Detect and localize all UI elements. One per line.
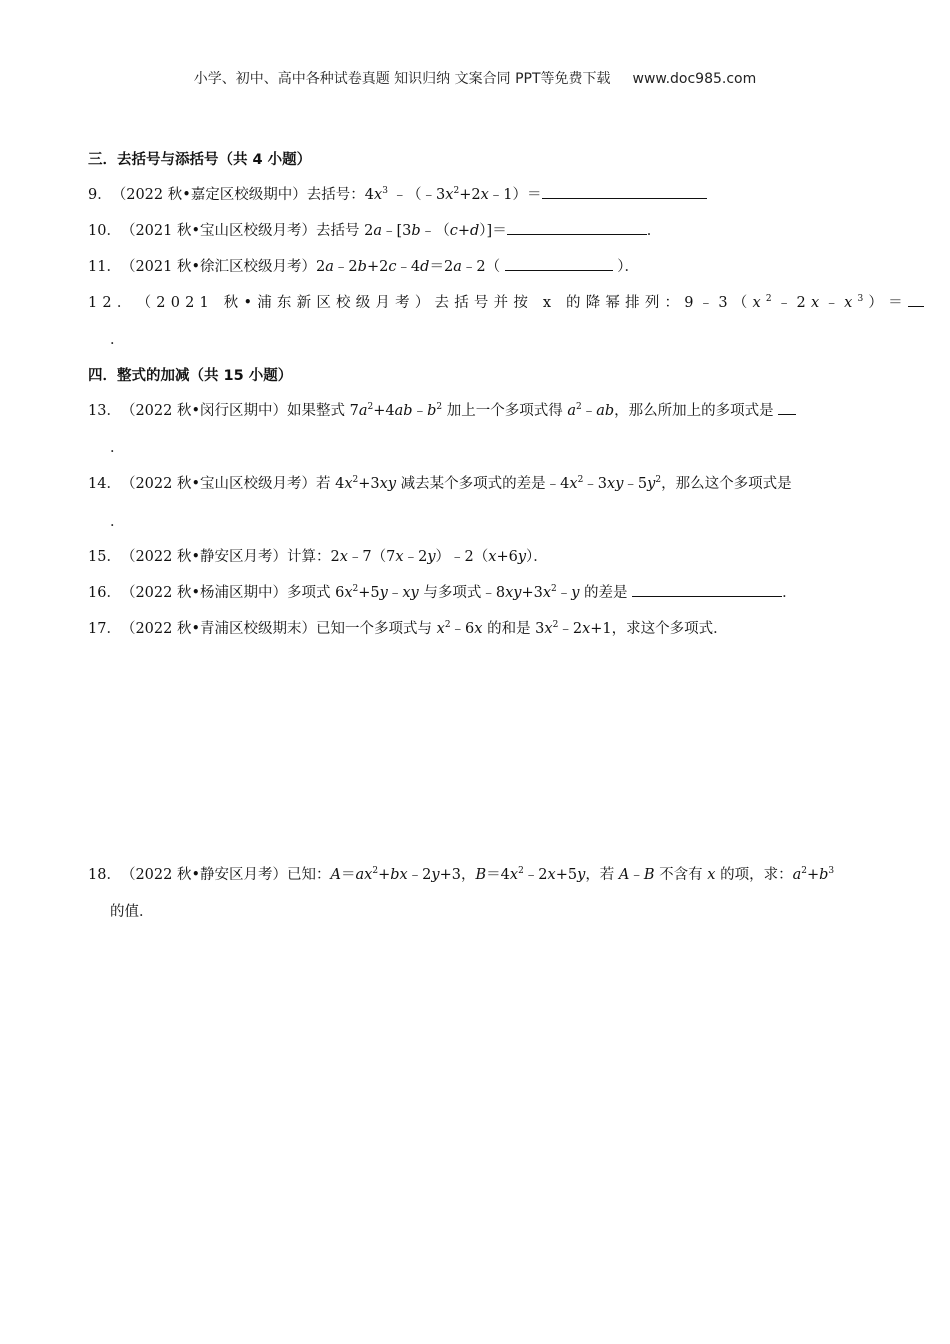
question-10: 10．（2021 秋•宝山区校级月考）去括号 2a﹣[3b﹣（c+d）]＝ ． bbox=[88, 219, 661, 240]
answer-blank[interactable] bbox=[778, 400, 796, 415]
question-18-end: 的值． bbox=[110, 904, 154, 920]
question-12: 12．（2021 秋•浦东新区校级月考）去括号并按 x 的降幂排列：$9﹣3(x^2﹣2x﹣x^3)=$ bbox=[88, 291, 924, 312]
answer-blank[interactable] bbox=[507, 220, 647, 235]
header-text: 小学、初中、高中各种试卷真题 知识归纳 文案合同 PPT等免费下载 bbox=[193, 71, 611, 87]
question-13-end: ． bbox=[110, 440, 125, 456]
header-url[interactable]: www.doc985.com bbox=[632, 71, 757, 87]
section-4-title: 四．整式的加减（共 15 小题） bbox=[88, 368, 293, 384]
question-13: 13．（2022 秋•闵行区期中）如果整式 $7a^2+4ab﹣b^2$ 加上一个多项式得 $a^2﹣ab$，那么所加上的多项式是 bbox=[88, 399, 796, 420]
answer-blank[interactable] bbox=[908, 292, 924, 307]
answer-blank[interactable] bbox=[505, 256, 613, 271]
answer-blank[interactable] bbox=[542, 184, 707, 199]
question-16: 16．（2022 秋•杨浦区期中）多项式 $6x^2+5y﹣xy$ 与多项式$﹣8xy+3x^2﹣y$ 的差是 ． bbox=[88, 584, 797, 601]
question-12-end: ． bbox=[110, 332, 125, 348]
question-15: 15．（2022 秋•静安区月考）计算：2x﹣7（7x﹣2y）﹣2（x+6y）． bbox=[88, 549, 548, 565]
question-14: 14．（2022 秋•宝山区校级月考）若 $4x^2+3xy$ 减去某个多项式的差是$﹣4x^2﹣3xy﹣5y^2$，那么这个多项式是 bbox=[88, 475, 792, 492]
question-9: 9．（2022 秋•嘉定区校级期中）去括号：$4x^3$ $﹣(﹣3x^2+2x﹣1)=$ bbox=[88, 183, 707, 204]
question-18: 18．（2022 秋•静安区月考）已知：$A=ax^2+bx﹣2y+3$，$B=4x^2﹣2x+5y$，若 A﹣B 不含有 x 的项，求：$a^2+b^3$ bbox=[88, 866, 835, 883]
section-3-title: 三．去括号与添括号（共 4 小题） bbox=[88, 152, 312, 168]
answer-blank[interactable] bbox=[632, 582, 782, 597]
question-11: 11．（2021 秋•徐汇区校级月考）2a﹣2b+2c﹣4d＝2a﹣2（ ）． bbox=[88, 255, 639, 276]
question-14-end: ． bbox=[110, 514, 125, 530]
question-17: 17．（2022 秋•青浦区校级期末）已知一个多项式与 $x^2﹣6x$ 的和是 $3x^2﹣2x+1$，求这个多项式． bbox=[88, 620, 728, 637]
page-header bbox=[0, 68, 950, 88]
